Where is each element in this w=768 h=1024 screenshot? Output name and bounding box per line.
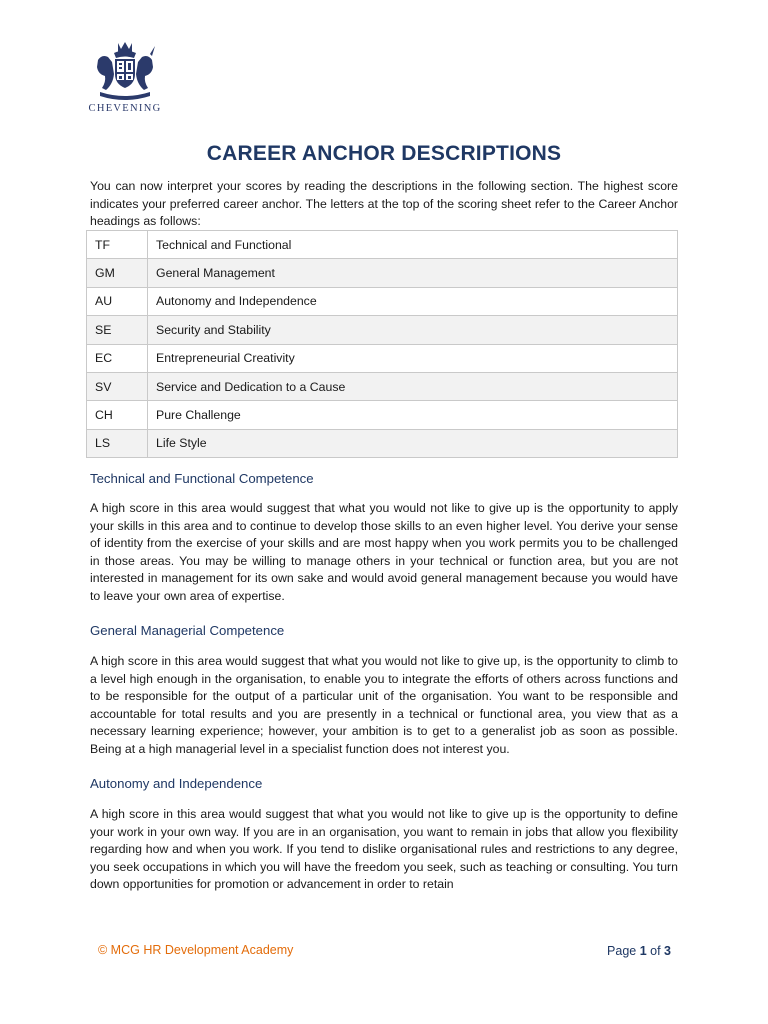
page-current: 1 bbox=[639, 944, 647, 958]
table-cell-label: Life Style bbox=[148, 429, 678, 457]
table-cell-label: General Management bbox=[148, 259, 678, 287]
table-row bbox=[87, 316, 678, 344]
page-total: 3 bbox=[664, 944, 671, 958]
section-heading-technical: Technical and Functional Competence bbox=[90, 471, 314, 486]
table-cell-code: LS bbox=[87, 429, 148, 457]
table-cell-label: Technical and Functional bbox=[148, 231, 678, 259]
table-cell-code: TF bbox=[87, 231, 148, 259]
table-row bbox=[87, 287, 678, 315]
table-cell-code: SV bbox=[87, 372, 148, 400]
table-cell-code: SE bbox=[87, 316, 148, 344]
footer-copyright: © MCG HR Development Academy bbox=[98, 943, 294, 957]
intro-paragraph: You can now interpret your scores by reading the descriptions in the following section. The highest score indicates your preferred career anchor. The letters at the top of the scoring sheet refer to the Career Anchor headings as follows: bbox=[90, 179, 678, 228]
table-cell-code: GM bbox=[87, 259, 148, 287]
section-heading-general-managerial: General Managerial Competence bbox=[90, 623, 285, 638]
page-prefix: Page bbox=[607, 944, 640, 958]
table-row bbox=[87, 344, 678, 372]
table-cell-label: Service and Dedication to a Cause bbox=[148, 372, 678, 400]
table-cell-label: Security and Stability bbox=[148, 316, 678, 344]
page-title: CAREER ANCHOR DESCRIPTIONS bbox=[206, 142, 562, 165]
table-row bbox=[87, 401, 678, 429]
page-of: of bbox=[646, 944, 665, 958]
table-row bbox=[87, 259, 678, 287]
page-number bbox=[607, 944, 671, 958]
table-cell-code: AU bbox=[87, 287, 148, 315]
table-cell-label: Pure Challenge bbox=[148, 401, 678, 429]
table-row bbox=[87, 372, 678, 400]
chevening-logo bbox=[85, 40, 165, 114]
table-cell-label: Entrepreneurial Creativity bbox=[148, 344, 678, 372]
section-paragraph-general-managerial: A high score in this area would suggest that what you would not like to give up, is the opportunity to climb to a level high enough in the organisation, to enable you to integrate the efforts of others across functions and to be responsible for the output of a particular unit of the organisation. You want to be responsible and accountable for total results and you are presently in a technical or functional area, you view that as a necessary learning experience; however, your ambition is to get to a generalist job as soon as possible. Being at a high managerial level in a specialist function does not interest you. bbox=[90, 654, 678, 756]
table-row bbox=[87, 429, 678, 457]
section-paragraph-autonomy: A high score in this area would suggest that what you would not like to give up is the opportunity to define your work in your own way. If you are in an organisation, you want to remain in jobs that allow you flexibility regarding how and when you work. If you tend to dislike organisational rules and restrictions to any degree, you seek occupations in which you will have the freedom you seek, such as teaching or consulting. You turn down opportunities for promotion or advancement in order to retain bbox=[90, 807, 678, 891]
anchor-codes-table bbox=[86, 230, 678, 458]
section-heading-autonomy: Autonomy and Independence bbox=[90, 776, 263, 791]
table-cell-code: EC bbox=[87, 344, 148, 372]
table-row bbox=[87, 231, 678, 259]
table-cell-label: Autonomy and Independence bbox=[148, 287, 678, 315]
logo-text: CHEVENING bbox=[88, 103, 162, 114]
section-paragraph-technical: A high score in this area would suggest that what you would not like to give up is the opportunity to apply your skills in this area and to continue to develop those skills to an even higher level. You derive your sense of identity from the exercise of your skills and are most happy when you work permits you to be challenged in those areas. You may be willing to manage others in your technical or function area, but you are not interested in management for its own sake and would avoid general management because you would have to leave your own area of expertise. bbox=[90, 501, 678, 603]
table-cell-code: CH bbox=[87, 401, 148, 429]
royal-crest-icon bbox=[92, 40, 158, 102]
